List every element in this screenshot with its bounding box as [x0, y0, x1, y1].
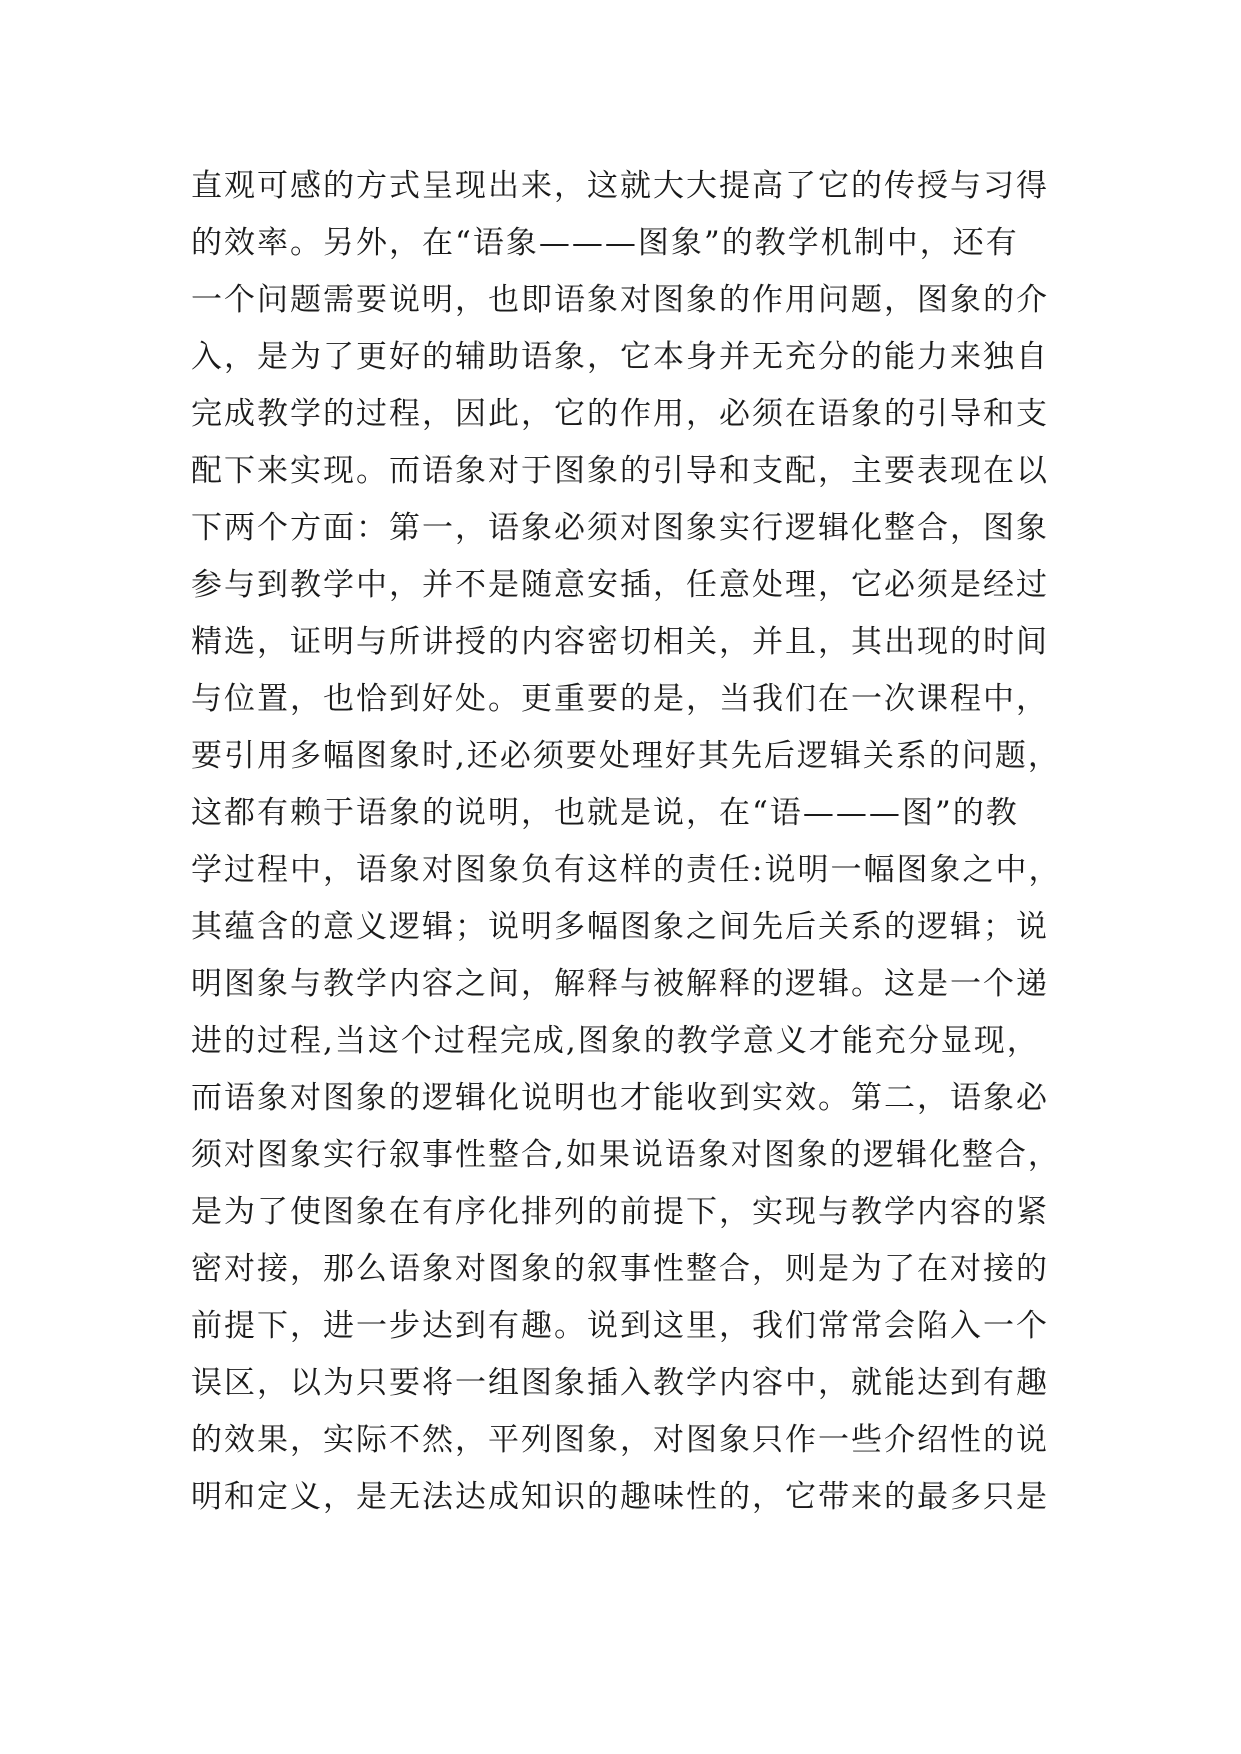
text-line: 明图象与教学内容之间，解释与被解释的逻辑。这是一个递	[191, 966, 1049, 1002]
text-line: 密对接，那么语象对图象的叙事性整合，则是为了在对接的	[191, 1251, 1049, 1287]
text-line: 与位置，也恰到好处。更重要的是，当我们在一次课程中，	[191, 681, 1049, 717]
text-line: 参与到教学中，并不是随意安插，任意处理，它必须是经过	[191, 567, 1049, 603]
text-line: 精选，证明与所讲授的内容密切相关，并且，其出现的时间	[191, 624, 1049, 660]
text-line: 完成教学的过程，因此，它的作用，必须在语象的引导和支	[191, 396, 1049, 432]
text-line: 的效率。另外，在“语象———图象”的教学机制中，还有	[191, 225, 1019, 261]
text-line: 进的过程,当这个过程完成,图象的教学意义才能充分显现，	[191, 1023, 1040, 1059]
body-text	[191, 158, 1071, 1526]
text-line: 要引用多幅图象时,还必须要处理好其先后逻辑关系的问题，	[191, 738, 1061, 774]
text-line: 入，是为了更好的辅助语象，它本身并无充分的能力来独自	[191, 339, 1049, 375]
text-line: 学过程中，语象对图象负有这样的责任:说明一幅图象之中，	[191, 852, 1062, 888]
text-line: 的效果，实际不然，平列图象，对图象只作一些介绍性的说	[191, 1422, 1049, 1458]
text-line: 配下来实现。而语象对于图象的引导和支配，主要表现在以	[191, 453, 1049, 489]
text-line: 明和定义，是无法达成知识的趣味性的，它带来的最多只是	[191, 1479, 1049, 1515]
text-line: 误区，以为只要将一组图象插入教学内容中，就能达到有趣	[191, 1365, 1049, 1401]
text-line: 这都有赖于语象的说明，也就是说，在“语———图”的教	[191, 795, 1019, 831]
text-line: 前提下，进一步达到有趣。说到这里，我们常常会陷入一个	[191, 1308, 1049, 1344]
text-line: 而语象对图象的逻辑化说明也才能收到实效。第二，语象必	[191, 1080, 1049, 1116]
text-line: 其蕴含的意义逻辑；说明多幅图象之间先后关系的逻辑；说	[191, 909, 1049, 945]
text-line: 一个问题需要说明，也即语象对图象的作用问题，图象的介	[191, 282, 1049, 318]
text-line: 直观可感的方式呈现出来，这就大大提高了它的传授与习得	[191, 168, 1049, 204]
text-line: 是为了使图象在有序化排列的前提下，实现与教学内容的紧	[191, 1194, 1049, 1230]
text-line: 下两个方面：第一，语象必须对图象实行逻辑化整合，图象	[191, 510, 1049, 546]
text-line: 须对图象实行叙事性整合,如果说语象对图象的逻辑化整合，	[191, 1137, 1061, 1173]
